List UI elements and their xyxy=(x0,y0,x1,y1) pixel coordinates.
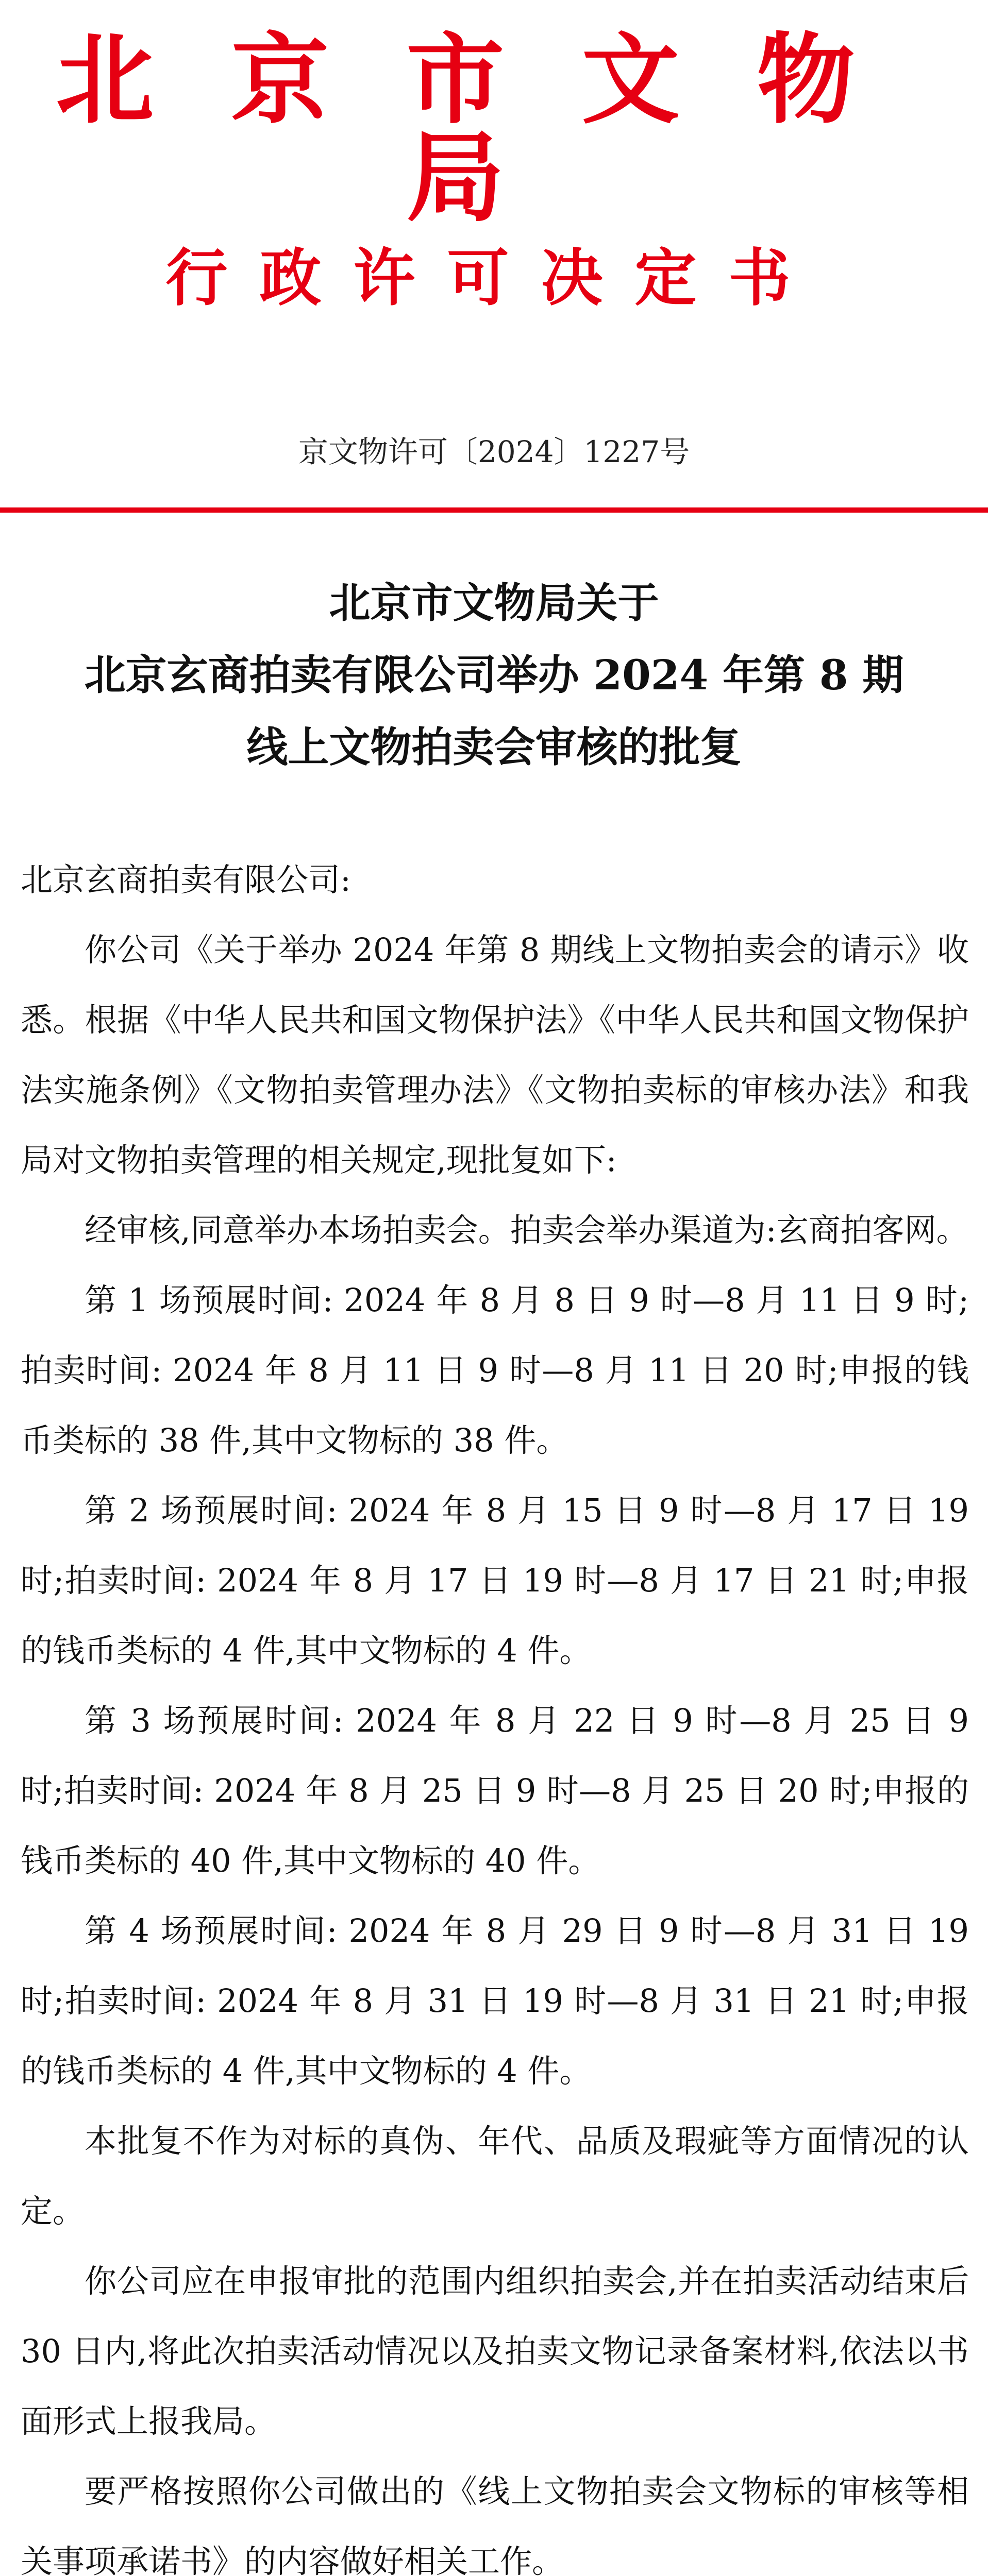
paragraph: 第 3 场预展时间: 2024 年 8 月 22 日 9 时—8 月 25 日 9 时;拍卖时间: 2024 年 8 月 25 日 9 时—8 月 25 日 20 时;申报的钱币类标的 40 件,其中文物标的 40 件。 xyxy=(21,1702,969,1879)
paragraph: 第 1 场预展时间: 2024 年 8 月 8 日 9 时—8 月 11 日 9 时;拍卖时间: 2024 年 8 月 11 日 9 时—8 月 11 日 20 时;申报的钱币类标的 38 件,其中文物标的 38 件。 xyxy=(21,1281,969,1459)
paragraph: 第 2 场预展时间: 2024 年 8 月 15 日 9 时—8 月 17 日 19 时;拍卖时间: 2024 年 8 月 17 日 19 时—8 月 17 日 21 时;申报的钱币类标的 4 件,其中文物标的 4 件。 xyxy=(21,1492,969,1669)
document-number: 京文物许可〔2024〕1227号 xyxy=(298,434,690,469)
paragraph: 第 4 场预展时间: 2024 年 8 月 29 日 9 时—8 月 31 日 19 时;拍卖时间: 2024 年 8 月 31 日 19 时—8 月 31 日 21 时;申报的钱币类标的 4 件,其中文物标的 4 件。 xyxy=(21,1912,969,2090)
salutation: 北京玄商拍卖有限公司: xyxy=(21,861,351,899)
paragraph: 经审核,同意举办本场拍卖会。拍卖会举办渠道为:玄商拍客网。 xyxy=(85,1211,968,1249)
title-line-3: 线上文物拍卖会审核的批复 xyxy=(246,723,742,771)
document-type: 行政许可决定书 xyxy=(165,242,823,314)
title-line-2: 北京玄商拍卖有限公司举办 2024 年第 8 期 xyxy=(84,651,904,699)
document-title xyxy=(0,567,988,783)
paragraph: 你公司《关于举办 2024 年第 8 期线上文物拍卖会的请示》收悉。根据《中华人民共和国文物保护法》《中华人民共和国文物保护法实施条例》《文物拍卖管理办法》《文物拍卖标的审核办法》和我局对文物拍卖管理的相关规定,现批复如下: xyxy=(21,931,969,1179)
title-line-1: 北京市文物局关于 xyxy=(329,579,659,627)
paragraph: 要严格按照你公司做出的《线上文物拍卖会文物标的审核等相关事项承诺书》的内容做好相关工作。 xyxy=(21,2472,969,2576)
document-body xyxy=(21,845,969,2576)
paragraph: 本批复不作为对标的真伪、年代、品质及瑕疵等方面情况的认定。 xyxy=(21,2122,969,2230)
paragraph: 你公司应在申报审批的范围内组织拍卖会,并在拍卖活动结束后 30 日内,将此次拍卖活动情况以及拍卖文物记录备案材料,依法以书面形式上报我局。 xyxy=(21,2262,969,2440)
red-divider xyxy=(0,507,988,513)
agency-header: 北京市文物局 xyxy=(56,22,932,235)
